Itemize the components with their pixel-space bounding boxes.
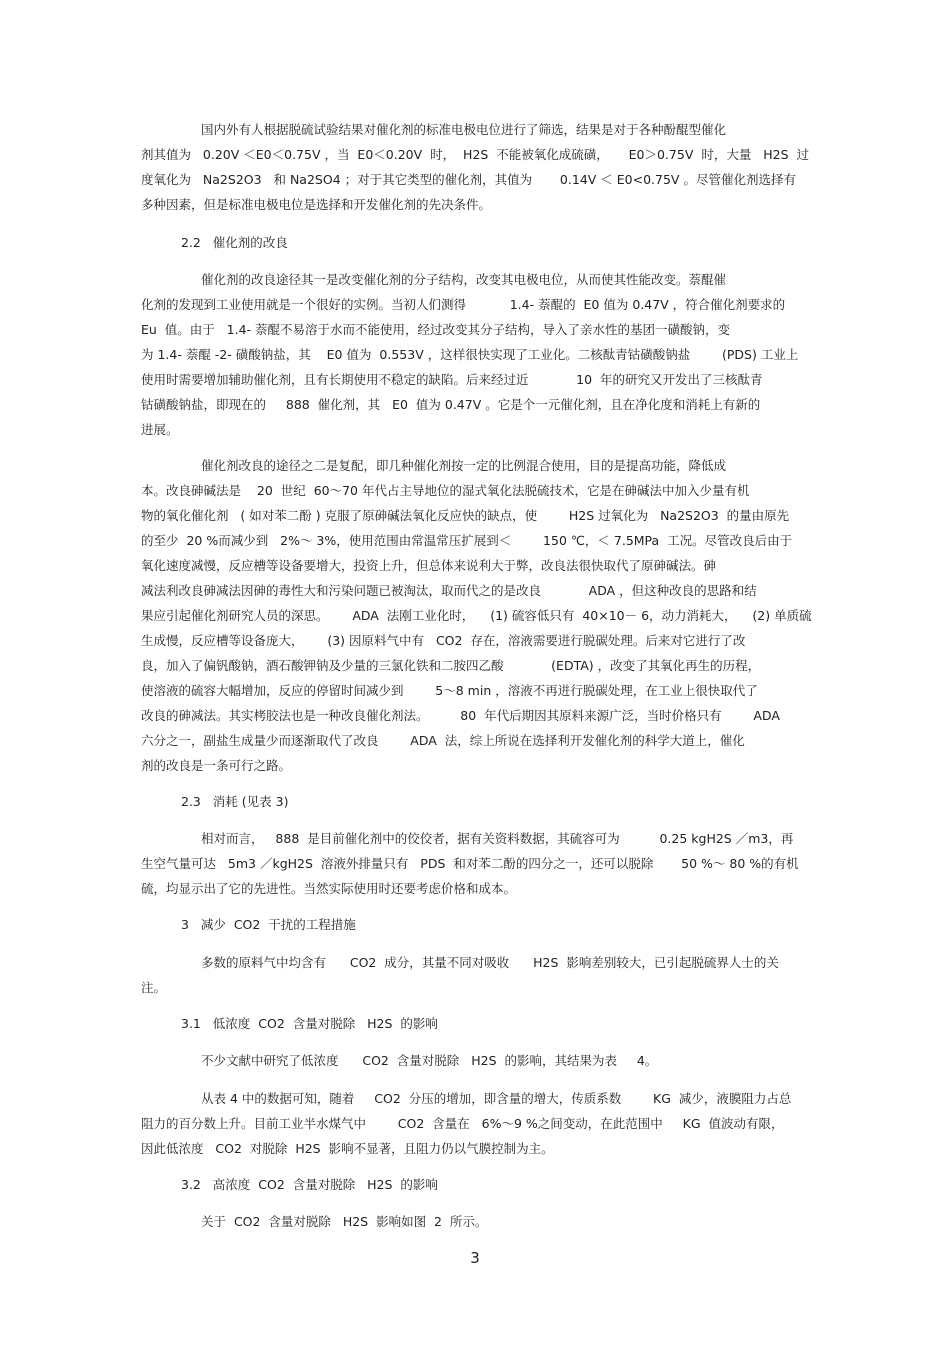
text-line: 注。	[141, 980, 167, 995]
text-line: 国内外有人根据脱硫试验结果对催化剂的标准电极电位进行了筛选，结果是对于各种酚醌型催化	[201, 122, 727, 137]
text-line: 良，加入了偏钒酸钠，酒石酸钾钠及少量的三氯化铁和二胺四乙酸 (EDTA) ，改变了其氧化再生的历程，	[141, 658, 761, 673]
text-line: 化剂的发现到工业使用就是一个很好的实例。当初人们测得 1.4- 萘醌的 E0 值为 0.47V ，符合催化剂要求的	[141, 297, 786, 312]
paragraph-co2-intro	[141, 950, 807, 1000]
text-line: 不少文献中研究了低浓度 CO2 含量对脱除 H2S 的影响，其结果为表 4。	[201, 1053, 658, 1068]
text-line: 进展。	[141, 422, 179, 437]
text-line: 本。改良砷碱法是 20 世纪 60～70 年代占主导地位的湿式氧化法脱硫技术，它是在砷碱法中加入少量有机	[141, 483, 750, 498]
text-line: 多种因素，但是标准电极电位是选择和开发催化剂的先决条件。	[141, 197, 492, 212]
text-line: 氧化速度减慢，反应槽等设备要增大，投资上升，但总体来说利大于弊，改良法很快取代了原砷碱法。砷	[141, 558, 717, 573]
paragraph-consumption	[141, 826, 807, 901]
paragraph-figure2-ref	[141, 1209, 807, 1234]
text-line: 度氧化为 Na2S2O3 和 Na2SO4 ；对于其它类型的催化剂，其值为 0.14V ＜ E0<0.75V 。尽管催化剂选择有	[141, 172, 796, 187]
text-line: 物的氧化催化剂 ( 如对苯二酚 ) 克服了原砷碱法氧化反应快的缺点，使 H2S 过氧化为 Na2S2O3 的量由原先	[141, 508, 790, 523]
text-line: 多数的原料气中均含有 CO2 成分，其量不同对吸收 H2S 影响差别较大，已引起脱硫界人士的关	[201, 955, 779, 970]
text-line: 减法利改良砷减法因砷的毒性大和污染问题已被淘汰，取而代之的是改良 ADA ，但这种改良的思路和结	[141, 583, 757, 598]
text-line: 阻力的百分数上升。目前工业半水煤气中 CO2 含量在 6%～9 %之间变动，在此范围中 KG 值波动有限，	[141, 1116, 784, 1131]
section-heading-3-1	[141, 1011, 807, 1036]
heading-text: 2.2 催化剂的改良	[181, 235, 288, 250]
section-heading-3	[141, 912, 807, 937]
paragraph-electrode-potential	[141, 117, 867, 217]
text-line: 因此低浓度 CO2 对脱除 H2S 影响不显著，且阻力仍以气膜控制为主。	[141, 1141, 554, 1156]
paragraph-catalyst-structure	[141, 267, 807, 442]
text-line: 六分之一，副盐生成量少而逐渐取代了改良 ADA 法，综上所说在选择利开发催化剂的科学大道上，催化	[141, 733, 745, 748]
heading-text: 3 减少 CO2 干扰的工程措施	[181, 917, 356, 932]
text-line: 使用时需要增加辅助催化剂，且有长期使用不稳定的缺陷。后来经过近 10 年的研究又开发出了三核酞青	[141, 372, 763, 387]
text-line: 催化剂改良的途径之二是复配，即几种催化剂按一定的比例混合使用，目的是提高功能，降低成	[201, 458, 727, 473]
text-line: 使溶液的硫容大幅增加，反应的停留时间减少到 5～8 min ，溶液不再进行脱碳处理，在工业上很快取代了	[141, 683, 758, 698]
text-line: 果应引起催化剂研究人员的深思。 ADA 法刚工业化时， (1) 硫容低只有 40×10－ 6，动力消耗大， (2) 单质硫	[141, 608, 812, 623]
text-line: 改良的砷减法。其实栲胶法也是一种改良催化剂法。 80 年代后期因其原料来源广泛，当时价格只有 ADA	[141, 708, 780, 723]
section-heading-2-2	[141, 230, 807, 255]
paragraph-table4-ref	[141, 1048, 807, 1073]
text-line: 从表 4 中的数据可知，随着 CO2 分压的增加，即含量的增大，传质系数 KG 减少，液膜阻力占总	[201, 1091, 792, 1106]
text-line: 生空气量可达 5m3 ／kgH2S 溶液外排量只有 PDS 和对苯二酚的四分之一，还可以脱除 50 %～ 80 %的有机	[141, 856, 799, 871]
text-line: 催化剂的改良途径其一是改变催化剂的分子结构，改变其电极电位，从而使其性能改变。萘醌催	[201, 272, 727, 287]
heading-text: 2.3 消耗 (见表 3)	[181, 794, 289, 809]
text-line: 剂其值为 0.20V ＜E0＜0.75V ，当 E0＜0.20V 时， H2S 不能被氧化成硫磺， E0＞0.75V 时，大量 H2S 过	[141, 147, 809, 162]
page-number: 3	[470, 1249, 480, 1267]
paragraph-table4-analysis	[141, 1086, 807, 1161]
text-line: 相对而言， 888 是目前催化剂中的佼佼者，据有关资料数据，其硫容可为 0.25 kgH2S ／m3，再	[201, 831, 794, 846]
text-line: 为 1.4- 萘醌 -2- 磺酸钠盐，其 E0 值为 0.553V ，这样很快实现了工业化。二核酞青钴磺酸钠盐 (PDS) 工业上	[141, 347, 799, 362]
paragraph-catalyst-compounding	[141, 453, 812, 778]
section-heading-2-3	[141, 789, 807, 814]
text-line: 生成慢，反应槽等设备庞大， (3) 因原料气中有 CO2 存在，溶液需要进行脱碳处理。后来对它进行了改	[141, 633, 746, 648]
text-line: Eu 值。由于 1.4- 萘醌不易溶于水而不能使用，经过改变其分子结构，导入了亲水性的基团一磺酸钠，变	[141, 322, 731, 337]
heading-text: 3.1 低浓度 CO2 含量对脱除 H2S 的影响	[181, 1016, 438, 1031]
text-line: 硫，均显示出了它的先进性。当然实际使用时还要考虑价格和成本。	[141, 881, 517, 896]
text-line: 剂的改良是一条可行之路。	[141, 758, 292, 773]
text-line: 钴磺酸钠盐，即现在的 888 催化剂，其 E0 值为 0.47V 。它是个一元催化剂，且在净化度和消耗上有新的	[141, 397, 761, 412]
section-heading-3-2	[141, 1172, 807, 1197]
text-line: 的至少 20 %而减少到 2%～ 3%，使用范围由常温常压扩展到＜ 150 ℃，＜ 7.5MPa 工况。尽管改良后由于	[141, 533, 793, 548]
heading-text: 3.2 高浓度 CO2 含量对脱除 H2S 的影响	[181, 1177, 438, 1192]
text-line: 关于 CO2 含量对脱除 H2S 影响如图 2 所示。	[201, 1214, 488, 1229]
